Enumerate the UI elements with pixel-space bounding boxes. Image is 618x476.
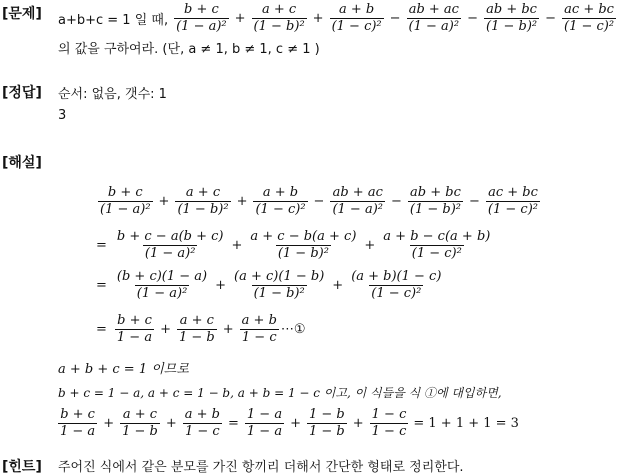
operator: + <box>290 415 301 431</box>
operator: − <box>545 10 557 26</box>
solution-line-1-expr <box>96 186 542 217</box>
solution-line-3 <box>96 266 445 304</box>
fraction-numerator: (a + b)(1 − c) <box>351 268 442 284</box>
solution-line-4-expr <box>113 314 281 345</box>
problem-fraction-sum <box>172 3 618 34</box>
fraction <box>183 408 222 439</box>
fraction-numerator: 1 − c <box>371 406 407 422</box>
fraction-numerator: ab + ac <box>408 1 459 17</box>
fraction-denominator: 1 − b <box>308 423 345 439</box>
solution-final <box>56 404 519 442</box>
fraction-denominator: (1 − c)² <box>411 245 462 261</box>
answer-value: 3 <box>58 108 67 123</box>
fraction <box>562 3 616 34</box>
fraction-denominator: (1 − b)² <box>253 285 305 301</box>
fraction-denominator: (1 − c)² <box>487 201 538 217</box>
circled-one-marker: ⋯① <box>280 321 306 337</box>
problem-lead: a+b+c = 1 일 때, <box>58 12 169 28</box>
fraction-numerator: a + b <box>241 312 277 328</box>
fraction-denominator: (1 − a)² <box>136 285 188 301</box>
fraction-numerator: ab + bc <box>486 1 537 17</box>
fraction <box>115 314 154 345</box>
fraction <box>240 314 279 345</box>
fraction <box>370 408 409 439</box>
fraction-numerator: (b + c)(1 − a) <box>116 268 208 284</box>
operator: = <box>227 415 239 431</box>
fraction-numerator: a + b − c(a + b) <box>383 228 491 244</box>
operator: + <box>158 193 170 209</box>
fraction <box>245 408 284 439</box>
fraction <box>408 186 463 217</box>
fraction-numerator: 1 − a <box>246 406 283 422</box>
fraction <box>248 230 358 261</box>
fraction-denominator: (1 − b)² <box>409 201 462 217</box>
fraction-denominator: 1 − a <box>116 329 153 345</box>
solution-line-2 <box>96 226 494 264</box>
fraction-numerator: b + c <box>117 312 152 328</box>
fraction-numerator: a + c − b(a + c) <box>250 228 357 244</box>
operator: + <box>222 321 234 337</box>
fraction <box>175 186 230 217</box>
answer-label: [정답] <box>2 85 42 101</box>
fraction-denominator: (1 − a)² <box>144 245 196 261</box>
fraction <box>330 186 385 217</box>
fraction-denominator: (1 − c)² <box>564 18 615 34</box>
fraction <box>307 408 347 439</box>
fraction-numerator: ac + bc <box>564 1 614 17</box>
fraction-denominator: (1 − a)² <box>176 18 227 34</box>
fraction-numerator: a + c <box>122 406 158 422</box>
equals-sign: = <box>96 237 107 253</box>
fraction-denominator: (1 − b)² <box>486 18 538 34</box>
operator: + <box>103 415 115 431</box>
operator: − <box>467 10 478 26</box>
fraction <box>120 408 160 439</box>
fraction-numerator: a + c <box>179 312 214 328</box>
solution-final-expr <box>56 408 410 439</box>
fraction-denominator: (1 − c)² <box>371 285 422 301</box>
fraction-denominator: (1 − a)² <box>100 201 151 217</box>
fraction <box>115 230 226 261</box>
fraction-numerator: b + c <box>183 1 219 17</box>
fraction <box>232 270 326 301</box>
problem-expression <box>58 0 618 36</box>
fraction <box>486 186 540 217</box>
fraction <box>58 408 97 439</box>
solution-note-2: b + c = 1 − a, a + c = 1 − b, a + b = 1 − c 이고, 이 식들을 식 ①에 대입하면, <box>58 386 502 400</box>
problem-label: [문제] <box>2 6 42 22</box>
fraction-denominator: 1 − b <box>122 423 158 439</box>
fraction-numerator: ab + bc <box>410 184 461 200</box>
operator: + <box>236 193 248 209</box>
fraction <box>177 314 217 345</box>
operator: + <box>352 415 364 431</box>
fraction-numerator: a + c <box>185 184 221 200</box>
operator: + <box>165 415 177 431</box>
solution-line-4 <box>96 310 306 348</box>
operator: + <box>332 277 344 293</box>
fraction-numerator: b + c <box>60 406 95 422</box>
equals-sign: = <box>96 277 107 293</box>
fraction-numerator: 1 − b <box>308 406 345 422</box>
operator: + <box>160 321 171 337</box>
fraction <box>484 3 539 34</box>
fraction <box>407 3 462 34</box>
fraction-numerator: a + c <box>262 1 297 17</box>
fraction <box>253 186 307 217</box>
operator: + <box>231 237 243 253</box>
solution-line-1 <box>96 182 542 220</box>
fraction-numerator: b + c <box>107 184 143 200</box>
solution-line-2-expr <box>113 230 494 261</box>
operator: − <box>391 193 402 209</box>
fraction <box>252 3 307 34</box>
fraction-denominator: 1 − c <box>241 329 277 345</box>
fraction-denominator: (1 − c)² <box>331 18 382 34</box>
solution-line-3-expr <box>113 270 446 301</box>
fraction-numerator: (a + c)(1 − b) <box>234 268 325 284</box>
fraction <box>174 3 229 34</box>
solution-label: [해설] <box>2 155 42 171</box>
fraction-numerator: ac + bc <box>488 184 538 200</box>
operator: + <box>364 237 376 253</box>
fraction-numerator: ab + ac <box>332 184 383 200</box>
fraction-numerator: a + b <box>184 406 220 422</box>
fraction-denominator: (1 − a)² <box>408 18 460 34</box>
fraction <box>115 270 209 301</box>
fraction-denominator: (1 − b)² <box>253 18 305 34</box>
fraction-denominator: (1 − c)² <box>255 201 306 217</box>
fraction <box>330 3 384 34</box>
fraction-denominator: 1 − a <box>60 423 96 439</box>
operator: − <box>469 193 480 209</box>
fraction <box>381 230 492 261</box>
fraction <box>349 270 443 301</box>
fraction-numerator: a + b <box>338 1 375 17</box>
operator: + <box>234 10 246 26</box>
solution-final-result: = 1 + 1 + 1 = 3 <box>413 415 519 431</box>
fraction-denominator: (1 − b)² <box>177 201 229 217</box>
hint-label: [힌트] <box>2 459 42 475</box>
fraction-denominator: 1 − b <box>179 329 215 345</box>
solution-note-1: a + b + c = 1 이므로 <box>58 362 189 377</box>
operator: + <box>312 10 324 26</box>
fraction-denominator: 1 − c <box>185 423 220 439</box>
fraction-denominator: (1 − b)² <box>277 245 329 261</box>
equals-sign: = <box>96 321 107 337</box>
fraction-denominator: (1 − a)² <box>332 201 383 217</box>
fraction-numerator: b + c − a(b + c) <box>116 228 224 244</box>
problem-condition: 의 값을 구하여라. (단, a ≠ 1, b ≠ 1, c ≠ 1 ) <box>58 42 320 57</box>
fraction-denominator: 1 − a <box>246 423 283 439</box>
operator: + <box>215 277 227 293</box>
fraction-numerator: a + b <box>262 184 299 200</box>
hint-text: 주어진 식에서 같은 분모를 가진 항끼리 더해서 간단한 형태로 정리한다. <box>58 460 464 475</box>
answer-meta: 순서: 없음, 갯수: 1 <box>58 87 167 102</box>
fraction <box>98 186 153 217</box>
fraction-denominator: 1 − c <box>371 423 407 439</box>
operator: − <box>389 10 401 26</box>
operator: − <box>313 193 325 209</box>
